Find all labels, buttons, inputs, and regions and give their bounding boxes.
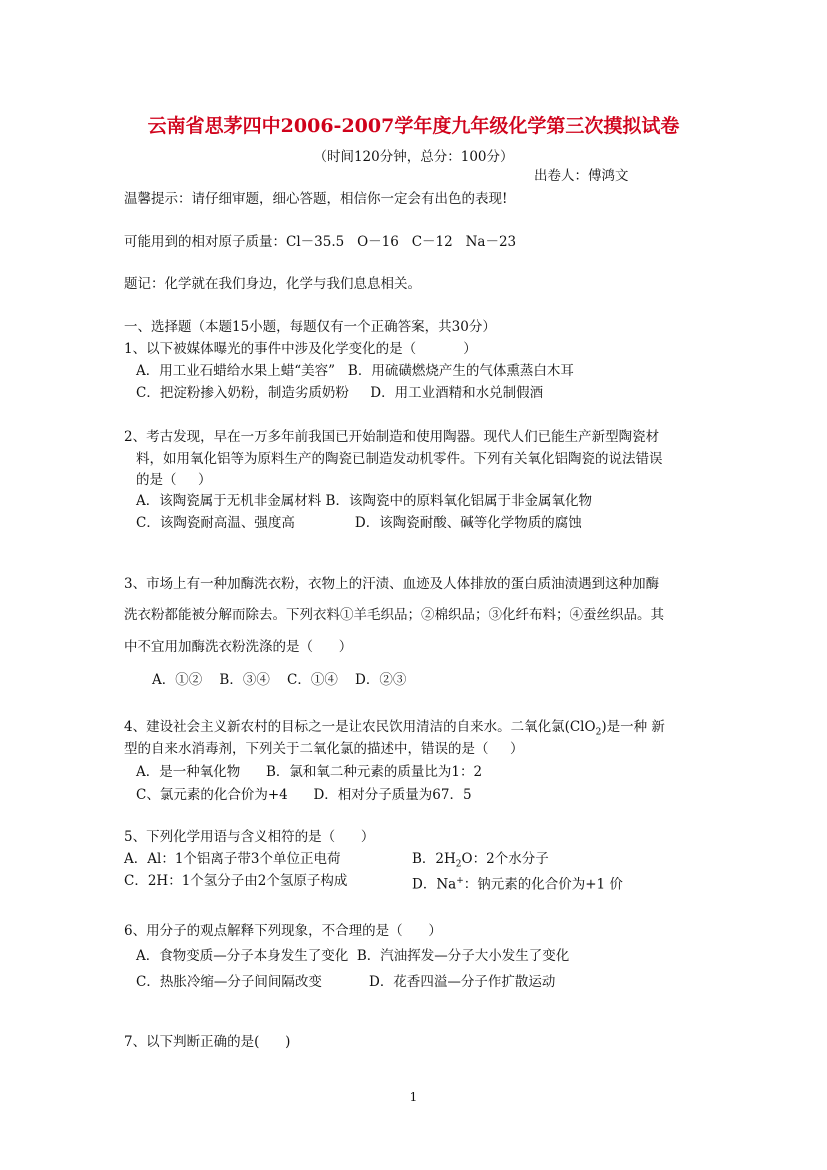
tip: 温馨提示：请仔细审题，细心答题，相信你一定会有出色的表现! <box>124 191 508 207</box>
question-3-options: A．①② B．③④ C．①④ D．②③ <box>152 672 407 688</box>
question-2-options-ab: A．该陶瓷属于无机非金属材料 B．该陶瓷中的原料氧化铝属于非金属氧化物 <box>136 493 592 509</box>
question-4-line-1: 4、建设社会主义新农村的目标之一是让农民饮用清洁的自来水。二氧化氯(ClO$_2$)是一种 新 <box>124 719 665 738</box>
question-3-line-1: 3、市场上有一种加酶洗衣粉，衣物上的汗渍、血迹及人体排放的蛋白质油渍遇到这种加酶 <box>124 576 660 592</box>
question-5-option-a: A．Al：1个铝离子带3个单位正电荷 <box>124 851 341 867</box>
author: 出卷人：傅鸿文 <box>534 168 629 184</box>
question-2-line-3: 的是（ ） <box>136 472 212 488</box>
motto: 题记：化学就在我们身边，化学与我们息息相关。 <box>124 276 421 292</box>
question-6-options-ab: A．食物变质—分子本身发生了变化 B．汽油挥发—分子大小发生了变化 <box>136 948 570 964</box>
question-4-options-cd: C、氯元素的化合价为+4 D．相对分子质量为67．5 <box>136 787 472 803</box>
question-1-options-cd: C．把淀粉掺入奶粉，制造劣质奶粉 D．用工业酒精和水兑制假酒 <box>136 385 544 401</box>
page-number: 1 <box>409 1090 418 1104</box>
exam-title: 云南省思茅四中2006-2007学年度九年级化学第三次摸拟试卷 <box>147 115 680 137</box>
question-4-options-ab: A．是一种氧化物 B．氯和氧二种元素的质量比为1：2 <box>136 764 483 780</box>
question-5-option-b: B．$2H_2O$：2个水分子 <box>412 851 549 870</box>
section-heading: 一、选择题（本题15小题，每题仅有一个正确答案，共30分） <box>124 319 496 335</box>
question-6-options-cd: C．热胀冷缩—分子间间隔改变 D．花香四溢—分子作扩散运动 <box>136 974 556 990</box>
atomic-mass: 可能用到的相对原子质量：Cl－35.5 O－16 C－12 Na－23 <box>124 234 517 250</box>
question-5-option-d: D．Na+：钠元素的化合价为+1 价 <box>412 876 623 893</box>
question-6-stem: 6、用分子的观点解释下列现象，不合理的是（ ） <box>124 923 442 939</box>
question-3-line-2: 洗衣粉都能被分解而除去。下列衣料①羊毛织品；②棉织品；③化纤布料；④蚕丝织品。其 <box>124 607 664 623</box>
question-2-line-2: 料，如用氧化铝等为原料生产的陶瓷已制造发动机零件。下列有关氧化铝陶瓷的说法错误 <box>136 451 663 467</box>
question-7-stem: 7、以下判断正确的是( ) <box>124 1034 291 1050</box>
question-3-line-3: 中不宜用加酶洗衣粉洗涤的是（ ） <box>124 639 353 655</box>
question-5-stem: 5、下列化学用语与含义相符的是（ ） <box>124 829 375 845</box>
question-2-options-cd: C．该陶瓷耐高温、强度高 D．该陶瓷耐酸、碱等化学物质的腐蚀 <box>136 515 582 531</box>
question-1-stem: 1、以下被媒体曝光的事件中涉及化学变化的是（ ） <box>124 341 477 357</box>
question-5-option-c: C．2H：1个氢分子由2个氢原子构成 <box>124 873 348 889</box>
question-1-options-ab: A．用工业石蜡给水果上蜡“美容” B．用硫磺燃烧产生的气体熏蒸白木耳 <box>136 363 574 379</box>
question-4-line-2: 型的自来水消毒剂，下列关于二氧化氯的描述中，错误的是（ ） <box>124 741 524 757</box>
time-info: （时间120分钟，总分：100分） <box>313 149 514 165</box>
question-2-line-1: 2、考古发现，早在一万多年前我国已开始制造和使用陶器。现代人们已能生产新型陶瓷材 <box>124 429 660 445</box>
